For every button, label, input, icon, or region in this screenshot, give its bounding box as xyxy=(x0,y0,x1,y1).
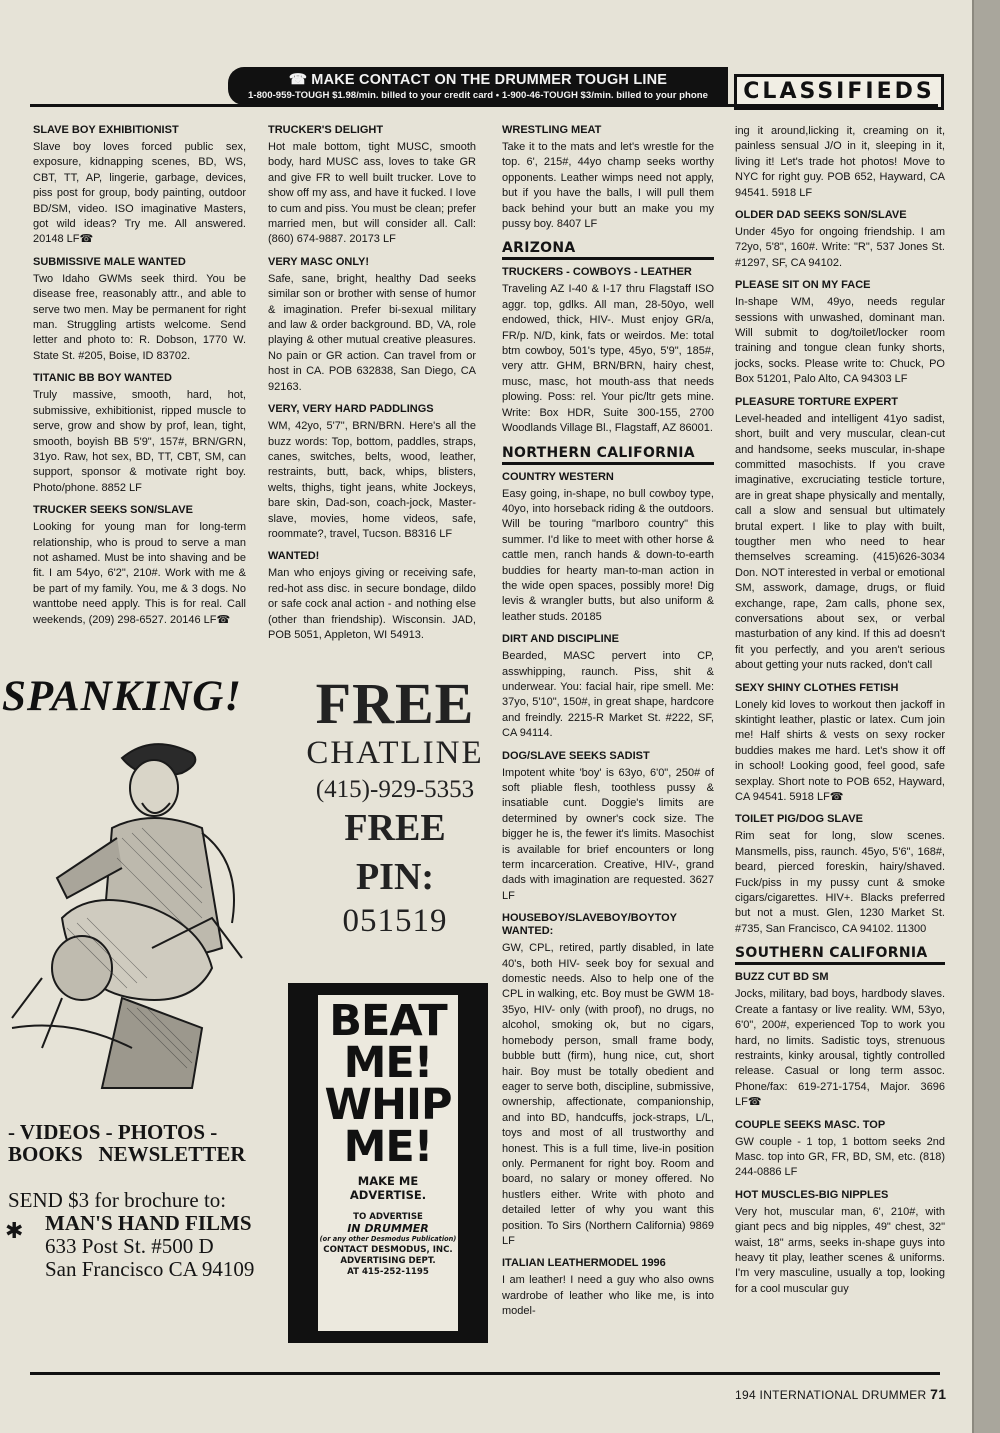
advertising-phone: AT 415-252-1195 xyxy=(347,1267,429,1277)
ad-body: GW couple - 1 top, 1 bottom seeks 2nd Masc. top into GR, FR, BD, SM, etc. (818) 244-0886 LF xyxy=(735,1135,945,1179)
ad-body: Rim seat for long, slow scenes. Mansmells, piss, raunch. 45yo, 5'6", 168#, beard, pierced foreskin, hairy/shaved. Fuck/piss in my pussy cunt & smoke cigars/cigarettes. HIV+. Blacks preferred but not a must. Glen, 1230 Market St. #735, San Francisco, CA 94102. 11300 xyxy=(735,830,945,935)
column-1 xyxy=(33,124,246,636)
ad-headline: SUBMISSIVE MALE WANTED xyxy=(33,255,186,268)
banner-rates: 1-800-959-TOUGH $1.98/min. billed to your credit card • 1-900-46-TOUGH $3/min. billed to your phone xyxy=(248,90,708,101)
advertising-dept: ADVERTISING DEPT. xyxy=(340,1256,436,1266)
issue-label: 194 INTERNATIONAL DRUMMER xyxy=(735,1388,927,1402)
ad-headline: PLEASE SIT ON MY FACE xyxy=(735,279,871,292)
ad-body: Safe, sane, bright, healthy Dad seeks similar son or brother with sense of humor & imagination. Prefer bi-sexual military and law & order background. BD, VA, role playing & other mutual creative pleasures. No pain or GR action. Can travel from or host in CA. POB 632838, San Diego, CA 92163. xyxy=(268,272,476,393)
ad-headline: OLDER DAD SEEKS SON/SLAVE xyxy=(735,209,907,222)
classified-ad xyxy=(502,471,714,626)
binding-edge xyxy=(974,0,1000,1433)
page-number: 71 xyxy=(930,1386,947,1402)
ad-body: GW, CPL, retired, partly disabled, in late 40's, both HIV- seek boy for sexual and domestic needs. Also to help one of the CPL in walking, etc. Boy must be GWM 18-35yo, HIV- only (with proof), no drugs, no alcohol, smoking ok, but no cigars, homebody person, small frame body, bubble butt (firm), hung nice, cut, short hair. Boy must be totally obedient and eager to serve both, discipline, submissive, ownership, affectionate, companionship, and into BD, handcuffs, jock-straps, L/L, toys and most of all trustworthy and honest. This is a full time, live-in position only. Permanent for right boy. Room and board, no salary or money offered. No hustlers either. Write with photo and detailed letter of why you want this position. To Sirs (Northern California) 9869 LF xyxy=(502,942,714,1247)
other-publications: (or any other Desmodus Publication) xyxy=(319,1235,457,1243)
classified-ad xyxy=(502,912,714,1249)
region-heading: SOUTHERN CALIFORNIA xyxy=(735,945,945,965)
spanking-illustration xyxy=(2,728,260,1100)
ad-body: ing it around,licking it, creaming on it, painless sensual J/O in it, sleeping in it, living it! Let's trade hot photos! Move to NYC for right guy. POB 652, Hayward, CA 94541. 5918 LF xyxy=(735,125,945,199)
classified-ad xyxy=(268,124,476,248)
in-drummer: IN DRUMMER xyxy=(347,1222,429,1235)
classified-ad xyxy=(735,971,945,1110)
ad-body: Jocks, military, bad boys, hardbody slaves. Create a fantasy or live reality. WM, 53yo, 6'0", 200#, experienced Top to work you hard, no limits. Sadistic toys, strenuous restraints, kinky arousal, tightly controlled release. Casual or long term assoc. Phone/fax: 619-271-1754, Major. 3696 LF☎ xyxy=(735,988,945,1109)
chatline-pin: 051519 xyxy=(342,903,448,939)
ad-headline: TRUCKERS - COWBOYS - LEATHER xyxy=(502,266,692,279)
classified-ad xyxy=(735,682,945,806)
ad-headline: TRUCKER'S DELIGHT xyxy=(268,124,384,136)
ad-body: Bearded, MASC pervert into CP, asswhipping, raunch. Piss, shit & underwear. You: facial hair, ripe smell. Me: 37yo, 5'10", 150#, in great shape, hardcore and freindly. 2215-R Market St. #222, SF, CA 94114. xyxy=(502,650,714,740)
ad-headline: ITALIAN LEATHERMODEL 1996 xyxy=(502,1257,666,1270)
ad-headline: VERY MASC ONLY! xyxy=(268,255,370,268)
ad-headline: SLAVE BOY EXHIBITIONIST xyxy=(33,124,179,136)
column-4 xyxy=(735,124,945,1305)
classified-ad xyxy=(502,750,714,905)
binding-line xyxy=(972,0,974,1433)
ad-headline: DIRT AND DISCIPLINE xyxy=(502,633,619,646)
beat-me-ad-panel xyxy=(318,995,458,1331)
to-advertise: TO ADVERTISE xyxy=(353,1212,423,1222)
page-footer xyxy=(735,1386,946,1402)
ad-headline: TRUCKER SEEKS SON/SLAVE xyxy=(33,504,193,517)
classified-ad xyxy=(33,124,246,248)
ad-body: Take it to the mats and let's wrestle for the top. 6', 215#, 44yo champ seeks worthy opponents. Leather wimps need not apply, but if you have the balls, I will pull them back behind your butt an make you my pussy boy. 8407 LF xyxy=(502,141,714,231)
spanking-address-line-2: San Francisco CA 94109 xyxy=(45,1257,255,1281)
classified-ad xyxy=(735,209,945,271)
classified-ad xyxy=(735,1189,945,1297)
banner-title: ☎ MAKE CONTACT ON THE DRUMMER TOUGH LINE xyxy=(288,72,668,88)
beat-me-ad xyxy=(288,983,488,1343)
ad-body: Hot male bottom, tight MUSC, smooth body, hard MUSC ass, loves to take GR and give FR to well built trucker. Love to show off my ass, and have it fucked. I love to cum and piss. You must be clean; prefer married men, but will consider all. Call: (860) 674-9887. 20173 LF xyxy=(268,141,476,246)
classified-ad xyxy=(33,372,246,496)
contact-desmodus: CONTACT DESMODUS, INC. xyxy=(323,1245,453,1255)
ad-headline: COUNTRY WESTERN xyxy=(502,470,614,483)
ad-body: Easy going, in-shape, no bull cowboy type, 40yo, into horseback riding & the outdoors. Will be touring "marlboro country" this summer. I'd like to meet with other horse & cattle men, ranch hands & down-to-earth buddies for hearty man-to-man action in the wide open spaces, possibly more! Dig levis & wrangler butts, but also uniform & leather studs. 20185 xyxy=(502,487,714,623)
classified-ad xyxy=(735,813,945,937)
spanking-products-line-2: BOOKS NEWSLETTER xyxy=(8,1142,246,1166)
ad-body: Traveling AZ I-40 & I-17 thru Flagstaff ISO aggr. top, gdlks. All man, 28-50yo, well endowed, thick, HIV-. Must enjoy GR/a, FR/p. N/D, kink, fats or weirdos. Me: total btm cowboy, 501's type, 45yo, 5'9", 185#, very attr. GHM, BRN/BRN, hairy chest, musc, masc, hot mouth-ass that needs plowing. Poss: rel. Your pic/ltr gets mine. Write: Box HDR, Suite 300-155, 2700 Woodlands Village Bl., Flagstaff, AZ 86001. xyxy=(502,283,714,435)
beat-word-1: BEAT xyxy=(329,996,447,1046)
ad-headline: PLEASURE TORTURE EXPERT xyxy=(735,395,898,408)
column-2 xyxy=(268,124,476,651)
section-title: CLASSIFIEDS xyxy=(734,74,944,110)
classified-ad xyxy=(268,550,476,643)
chatline-phone: (415)-929-5353 xyxy=(315,776,475,803)
top-rule xyxy=(30,104,938,107)
ad-headline: BUZZ CUT BD SM xyxy=(735,971,829,984)
make-me-advertise: MAKE ME ADVERTISE. xyxy=(349,1174,427,1202)
chatline-free-2: FREE xyxy=(344,807,446,849)
ad-body: Impotent white 'boy' is 63yo, 6'0", 250# of soft pliable flesh, toothless pussy & insatiable cunt. Doggie's limits are determined by owner's cock size. The bigger he is, the fewer it's limits. Masochist is available for brief encounters or long term incarceration. Creative, HIV-, grand dads with imagination are requested. 3627 LF xyxy=(502,766,714,902)
ad-body: Under 45yo for ongoing friendship. I am 72yo, 5'8", 160#. Write: "R", 537 Jones St. #1297, SF, CA 94102. xyxy=(735,226,945,269)
ad-headline: TITANIC BB BOY WANTED xyxy=(33,372,172,385)
classified-ad xyxy=(502,266,714,436)
ad-headline: WRESTLING MEAT xyxy=(502,124,602,136)
spanking-address-line-1: 633 Post St. #500 D xyxy=(45,1234,214,1258)
classified-ad xyxy=(502,1257,714,1319)
ad-headline: VERY, VERY HARD PADDLINGS xyxy=(268,403,434,416)
ad-body: Looking for young man for long-term relationship, who is proud to serve a man not ashamed. Must be into shaving and be fit. I am 54yo, 6'2", 210#. Work with me & be part of my family. You, me & 3 dogs. No wanttobe need apply. This is for real. Call weekends, (209) 298-6527. 20146 LF☎ xyxy=(33,521,246,626)
spanking-products-line-1: - VIDEOS - PHOTOS - xyxy=(8,1120,218,1144)
bottom-rule xyxy=(30,1372,940,1375)
region-heading: ARIZONA xyxy=(502,240,714,260)
classified-ad xyxy=(33,256,246,364)
classified-ad xyxy=(268,256,476,395)
ad-headline: TOILET PIG/DOG SLAVE xyxy=(735,813,863,826)
spanking-title: SPANKING! xyxy=(2,673,242,720)
beat-word-3: WHIP xyxy=(324,1080,452,1130)
chatline-pin-label: PIN: xyxy=(355,856,435,898)
ad-headline: WANTED! xyxy=(268,550,320,563)
ad-headline: COUPLE SEEKS MASC. TOP xyxy=(735,1118,886,1131)
chatline-label: CHATLINE xyxy=(306,735,484,771)
ad-body: WM, 42yo, 5'7", BRN/BRN. Here's all the buzz words: Top, bottom, paddles, straps, canes, switches, belts, wood, leather, restraints, butt, back, whips, blisters, welts, thighs, tight jeans, white Jockeys, bare skin, Dad-son, coach-jock, Master-slave, movies, home videos, safe, roommate?, travel, Tucson. B8316 LF xyxy=(268,420,476,540)
classified-ad xyxy=(735,124,945,201)
classified-ad xyxy=(735,1119,945,1181)
ad-headline: DOG/SLAVE SEEKS SADIST xyxy=(502,749,650,762)
beat-word-2: ME! xyxy=(343,1038,433,1088)
classified-ad xyxy=(502,633,714,741)
ad-body: Man who enjoys giving or receiving safe, red-hot ass disc. in secure bondage, dildo or safe cock anal action - and nothing else (other than friendship). Wisconsin. JAD, POB 5051, Appleton, WI 54913. xyxy=(268,567,476,641)
ad-body: Truly massive, smooth, hard, hot, submissive, exhibitionist, ripped muscle to serve, grow and show by prof, lean, tight, smooth, boyish BB 5'9", 157#, BRN/GRN, 31yo. Raw, hot sex, BD, TT, CBT, SM, can support, sponsor & motivate right boy. Photo/phone. 8852 LF xyxy=(33,389,246,494)
ad-headline: HOT MUSCLES-BIG NIPPLES xyxy=(735,1188,889,1201)
ad-headline: SEXY SHINY CLOTHES FETISH xyxy=(735,681,899,694)
ad-body: Two Idaho GWMs seek third. You be disease free, reasonably attr., and able to serve two men. May be permanent for right man. Struggling artists welcome. Send letter and photo to: R. Dobson, 1770 W. State St. #205, Boise, ID 83702. xyxy=(33,272,246,362)
ad-headline: HOUSEBOY/SLAVEBOY/BOYTOY WANTED: xyxy=(502,912,677,938)
classified-ad xyxy=(735,396,945,674)
ad-body: Lonely kid loves to workout then jackoff in skintight leather, plastic or latex. Cum join me! Half shirts & vests on sexy rocker buddies makes me hard. Let's show it off in school! Looking good, feel good, safe sexplay. Short note to POB 652, Hayward, CA 94541. 5918 LF☎ xyxy=(735,698,945,804)
classified-ad xyxy=(735,279,945,387)
ad-body: Very hot, muscular man, 6', 210#, with giant pecs and big nipples, 49" chest, 32" waist, 18" arms, seeks in-shape guys into heavy tit play, leather scenes & uniforms. I'm very masculine, usually a top, looking for a cool muscular guy xyxy=(735,1205,945,1295)
beat-word-4: ME! xyxy=(343,1122,433,1172)
ad-body: I am leather! I need a guy who also owns wardrobe of leather who like me, is into model- xyxy=(502,1274,714,1318)
classified-ad xyxy=(502,124,714,232)
classified-ad xyxy=(268,403,476,542)
ad-body: Level-headed and intelligent 41yo sadist, short, built and very muscular, clean-cut and handsome, seeks muscular, in-shape committed masochists. If you crave imaginative, excruciating testicle torture, are in great shape physically and mentally, call a slow and sensual but ultimately brutal expert. I like to play with built, tougther men who need to hear themselves screaming. (415)626-3034 Don. NOT interested in verbal or emotional SM, asswork, damage, drugs, or fluid exchange, rape, 2am calls, phone sex, conversations about sex, or verbal masturbation of any kind. If this ad doesn't fit you perfectly, and you aren't serious about getting your nuts racked, don't call xyxy=(735,412,945,672)
classified-ad xyxy=(33,504,246,628)
spanking-brochure-offer: SEND $3 for brochure to: xyxy=(8,1188,227,1212)
ad-body: In-shape WM, 49yo, needs regular sessions with unwashed, dominant man. Will submit to dog/toilet/locker room training and tongue clean funky shorts, jocks, socks. Please write to: Chuck, PO Box 51201, Palo Alto, CA 94303 LF xyxy=(735,296,945,386)
column-3 xyxy=(502,124,714,1328)
region-heading: NORTHERN CALIFORNIA xyxy=(502,445,714,465)
tough-line-banner xyxy=(228,67,728,105)
chatline-free: FREE xyxy=(315,671,475,736)
ad-body: Slave boy loves forced public sex, exposure, kidnapping scenes, BD, WS, CBT, TT, AP, lingerie, garbage, devices, piss post for group, body painting, outdoor BD/SM, video. ISO imaginative Masters, got wild ideas? Try me. All answered. 20148 LF☎ xyxy=(33,141,246,246)
spanking-company: MAN'S HAND FILMS xyxy=(45,1211,252,1235)
sparkle-icon: ✱ xyxy=(5,1218,24,1243)
